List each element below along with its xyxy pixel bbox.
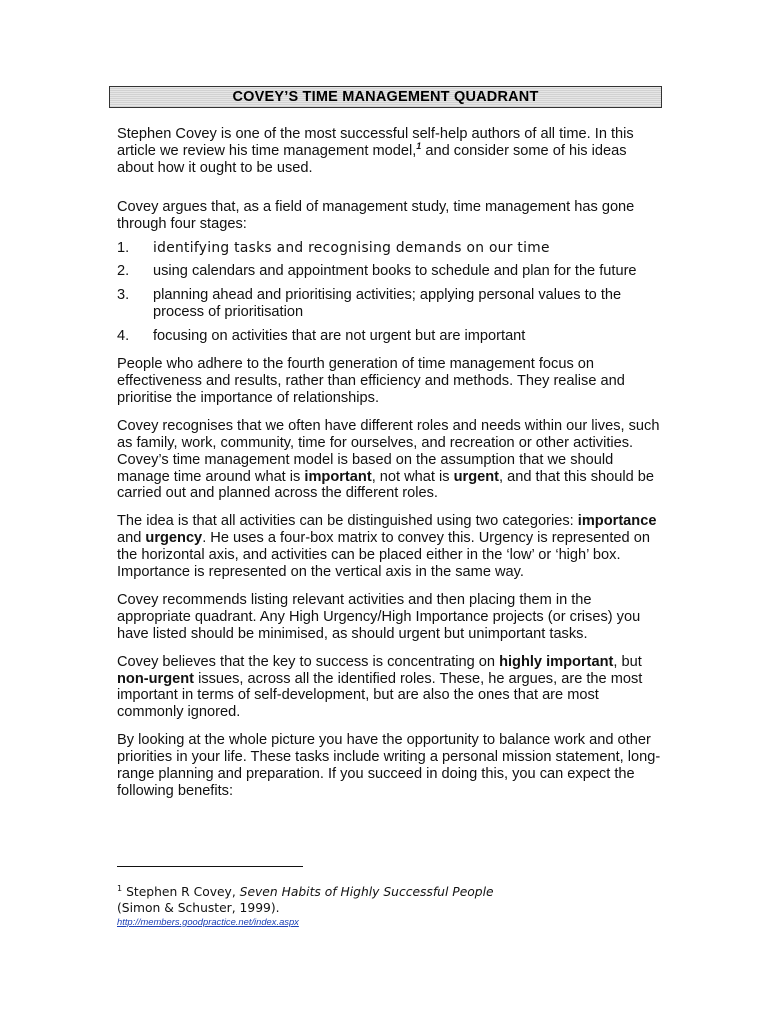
list-item-number: 1. (117, 239, 130, 256)
believes-paragraph (117, 654, 662, 722)
recommends-paragraph: Covey recommends listing relevant activities and then placing them in the appropriate quadrant. Any High Urgency/High Importance projects (or crises) you have listed should be minimised, as should urgent but unimportant tasks. (117, 591, 641, 642)
roles-paragraph (117, 418, 662, 503)
idea-bold-urgency: urgency (145, 530, 203, 547)
believes-bold-highly-important: highly important (499, 653, 614, 670)
roles-text: , and that this should be carried out and planned across the different roles. (117, 468, 654, 502)
footnote-reference[interactable]: 1 (416, 140, 422, 151)
list-item (117, 240, 662, 257)
list-item-text: identifying tasks and recognising demands on our time (153, 239, 550, 256)
list-item (117, 328, 662, 345)
article-body (117, 126, 662, 811)
footnote-url-link[interactable]: http://members.goodpractice.net/index.aspx (117, 916, 299, 927)
footnote-separator (117, 866, 303, 867)
fourth-generation-paragraph: People who adhere to the fourth generation of time management focus on effectiveness and results, rather than efficiency and methods. They realise and prioritise the importance of relationships. (117, 356, 625, 406)
footnote-publisher: (Simon & Schuster, 1999). (117, 900, 280, 915)
footnote-book-title: Seven Habits of Highly Successful People (239, 885, 494, 899)
list-item-text: focusing on activities that are not urgent but are important (153, 328, 526, 345)
idea-text: . He uses a four-box matrix to convey this. Urgency is represented on the horizontal axis, and activities can be placed either in the ‘low’ or ‘high’ box. Importance is represented on the vertical axis in the same way. (117, 530, 650, 581)
list-item-number: 3. (117, 287, 130, 304)
roles-bold-important: important (304, 468, 372, 485)
list-item-number: 4. (117, 328, 130, 345)
page-title: COVEY’S TIME MANAGEMENT QUADRANT (232, 89, 539, 105)
roles-bold-urgent: urgent (453, 468, 500, 485)
stages-intro-paragraph: Covey argues that, as a field of management study, time management has gone through four stages: (117, 198, 635, 232)
idea-text: The idea is that all activities can be distinguished using two categories: (117, 513, 578, 530)
roles-text: , not what is (371, 468, 454, 485)
intro-paragraph (117, 126, 662, 177)
idea-bold-importance: importance (577, 513, 657, 530)
list-item (117, 287, 662, 321)
believes-text: issues, across all the identified roles. These, he argues, are the most important in terms of self-development, but are also the ones that are most commonly ignored. (117, 670, 643, 721)
footnote-citation (117, 885, 662, 901)
list-item-number: 2. (117, 263, 130, 280)
list-item (117, 263, 662, 280)
believes-bold-non-urgent: non-urgent (117, 670, 195, 687)
idea-paragraph (117, 513, 662, 581)
roles-text: Covey recognises that we often have different roles and needs within our lives, such as family, work, community, time for ourselves, and recreation or other activities. Covey’s time management model is based on the assumption that we should manage time around what is (117, 417, 660, 485)
list-item-text: planning ahead and prioritising activities; applying personal values to the process of prioritisation (153, 287, 622, 321)
list-item-text: using calendars and appointment books to schedule and plan for the future (153, 263, 637, 280)
footnote-author: Stephen R Covey, (126, 885, 240, 899)
footnote (117, 885, 662, 927)
footnote-marker: 1 (117, 884, 123, 893)
idea-text: and (117, 530, 146, 547)
believes-text: , but (613, 653, 642, 670)
believes-text: Covey believes that the key to success is concentrating on (117, 653, 500, 670)
intro-text: Stephen Covey is one of the most successful self-help authors of all time. In this article we review his time management model, (117, 126, 634, 159)
whole-picture-paragraph: By looking at the whole picture you have the opportunity to balance work and other priorities in your life. These tasks include writing a personal mission statement, long-range planning and preparation. If you succeed in doing this, you can expect the following benefits: (117, 732, 661, 799)
stages-list (117, 240, 662, 346)
title-box (109, 86, 662, 108)
intro-text-after: and consider some of his ideas about how it ought to be used. (117, 142, 627, 176)
